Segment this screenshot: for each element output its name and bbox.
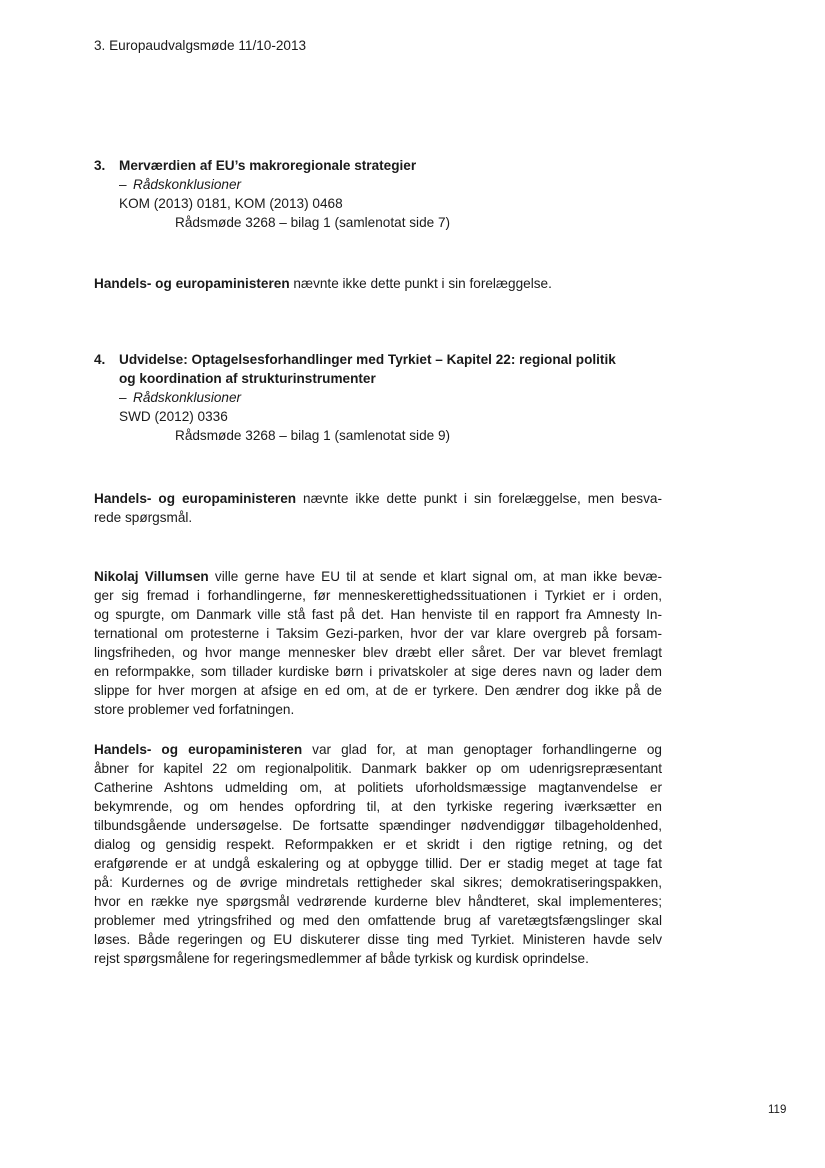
item-meeting-ref: Rådsmøde 3268 – bilag 1 (samlenotat side 7) — [175, 215, 451, 230]
paragraph-line — [94, 489, 662, 508]
speaker-name: Handels- og europaministeren — [94, 742, 303, 757]
paragraph-line: lingsfriheden, og hvor mange mennesker blev dræbt eller såret. Der var blevet fremlagt — [94, 645, 662, 660]
paragraph-text: ville gerne have EU til at sende et klart signal om, at man ikke bevæ- — [208, 569, 662, 584]
agenda-item-4 — [94, 350, 714, 445]
item-references: KOM (2013) 0181, KOM (2013) 0468 — [119, 196, 343, 211]
item-number: 3. — [94, 158, 106, 173]
agenda-item-3 — [94, 156, 694, 232]
paragraph-line: erafgørende er at undgå eskalering og at opbygge tillid. Der er stadig meget at tage fat — [94, 856, 662, 871]
paragraph-line: Catherine Ashtons udmelding om, at politiets uforholdsmæssige magtanvendelse er — [94, 780, 662, 795]
paragraph-line: store problemer ved forfatningen. — [94, 702, 295, 717]
paragraph-line: ger sig fremad i forhandlingerne, før menneskerettighedssituationen i Tyrkiet er i orden, — [94, 588, 662, 603]
paragraph-line: bekymrende, og om hendes opfordring til, at den tyrkiske regering iværksætter en — [94, 799, 662, 814]
page-number: 119 — [768, 1104, 787, 1116]
paragraph-line: dialog og gensidig respekt. Reformpakken er et skridt i den rigtige retning, og det — [94, 837, 662, 852]
item-references: SWD (2012) 0336 — [119, 409, 228, 424]
speaker-name: Handels- og europaministeren — [94, 276, 290, 291]
paragraph-villumsen — [94, 567, 662, 719]
item-title: Merværdien af EU’s makroregionale strategier — [119, 158, 417, 173]
paragraph-line: løses. Både regeringen og EU diskuterer disse ting med Tyrkiet. Ministeren havde selv — [94, 932, 662, 947]
paragraph-line: rede spørgsmål. — [94, 510, 193, 525]
subtitle-text: Rådskonklusioner — [133, 177, 242, 192]
paragraph-line: tilbundsgående undersøgelse. De fortsatte spændinger nødvendiggør tilbageholdenhed, — [94, 818, 662, 833]
speaker-name: Handels- og europaministeren — [94, 491, 297, 506]
paragraph-text: var glad for, at man genoptager forhandlingerne og — [302, 742, 662, 757]
paragraph-line: på: Kurdernes og de øvrige mindretals rettigheder skal sikres; demokratiseringspakken, — [94, 875, 662, 890]
page-header: 3. Europaudvalgsmøde 11/10-2013 — [94, 38, 307, 53]
paragraph-minister-2 — [94, 489, 662, 527]
paragraph-line — [94, 567, 662, 586]
paragraph-line: hvor en række nye spørgsmål vedrørende kurderne blev håndteret, skal implementeres; — [94, 894, 662, 909]
item-subtitle — [119, 175, 694, 194]
item-meeting-ref: Rådsmøde 3268 – bilag 1 (samlenotat side 9) — [175, 428, 451, 443]
paragraph-line: og spurgte, om Danmark ville stå fast på det. Han henviste til en rapport fra Amnesty In- — [94, 607, 662, 622]
speaker-name: Nikolaj Villumsen — [94, 569, 209, 584]
item-subtitle — [119, 388, 714, 407]
subtitle-text: Rådskonklusioner — [133, 390, 242, 405]
paragraph-line — [94, 740, 662, 759]
item-title-line-1: Udvidelse: Optagelsesforhandlinger med Tyrkiet – Kapitel 22: regional politik — [119, 352, 616, 367]
paragraph-line: slippe for hver morgen at afsige en ed om, at de er tyrkere. Den ændrer dog ikke på de — [94, 683, 662, 698]
paragraph-minister-1 — [94, 274, 662, 293]
paragraph-line: problemer med ytringsfrihed og med den omfattende brug af varetægtsfængslinger skal — [94, 913, 662, 928]
item-title-line-2: og koordination af strukturinstrumenter — [119, 371, 376, 386]
paragraph-line: ternational om protesterne i Taksim Gezi-parken, hvor der var klare overgreb på forsam- — [94, 626, 662, 641]
item-number: 4. — [94, 352, 106, 367]
subtitle-dash: – — [119, 390, 127, 405]
subtitle-dash: – — [119, 177, 127, 192]
paragraph-line: rejst spørgsmålene for regeringsmedlemmer af både tyrkisk og kurdisk oprindelse. — [94, 951, 589, 966]
paragraph-text: nævnte ikke dette punkt i sin forelæggelse. — [289, 276, 552, 291]
paragraph-text: nævnte ikke dette punkt i sin forelæggelse, men besva- — [296, 491, 662, 506]
paragraph-minister-3 — [94, 740, 662, 968]
paragraph-line: åbner for kapitel 22 om regionalpolitik. Danmark bakker op om udenrigsrepræsentant — [94, 761, 662, 776]
paragraph-line: en reformpakke, som tillader kurdiske børn i privatskoler at sige deres navn og lader dem — [94, 664, 662, 679]
